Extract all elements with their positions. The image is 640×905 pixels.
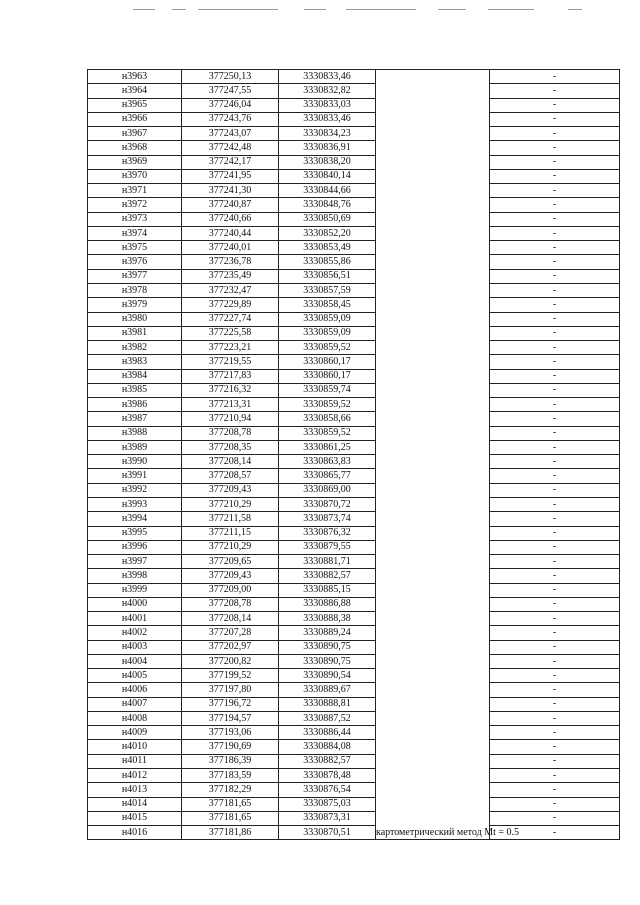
- x-coordinate-cell: 377211,58: [182, 512, 279, 526]
- accuracy-cell: -: [490, 483, 620, 497]
- point-id-cell: н3996: [88, 540, 182, 554]
- y-coordinate-cell: 3330879,55: [279, 540, 376, 554]
- accuracy-cell: -: [490, 184, 620, 198]
- point-id-cell: н3989: [88, 440, 182, 454]
- y-coordinate-cell: 3330875,03: [279, 797, 376, 811]
- x-coordinate-cell: 377240,01: [182, 241, 279, 255]
- accuracy-cell: -: [490, 127, 620, 141]
- accuracy-cell: -: [490, 141, 620, 155]
- x-coordinate-cell: 377208,14: [182, 612, 279, 626]
- y-coordinate-cell: 3330836,91: [279, 141, 376, 155]
- table-row: [88, 283, 620, 297]
- y-coordinate-cell: 3330886,44: [279, 726, 376, 740]
- accuracy-cell: -: [490, 198, 620, 212]
- y-coordinate-cell: 3330887,52: [279, 711, 376, 725]
- x-coordinate-cell: 377207,28: [182, 626, 279, 640]
- x-coordinate-cell: 377243,76: [182, 112, 279, 126]
- accuracy-cell: -: [490, 241, 620, 255]
- y-coordinate-cell: 3330853,49: [279, 241, 376, 255]
- point-id-cell: н3969: [88, 155, 182, 169]
- y-coordinate-cell: 3330857,59: [279, 283, 376, 297]
- point-id-cell: н4004: [88, 654, 182, 668]
- x-coordinate-cell: 377208,78: [182, 597, 279, 611]
- x-coordinate-cell: 377232,47: [182, 283, 279, 297]
- point-id-cell: н3971: [88, 184, 182, 198]
- table-row: [88, 383, 620, 397]
- point-id-cell: н3979: [88, 298, 182, 312]
- accuracy-cell: -: [490, 555, 620, 569]
- accuracy-cell: -: [490, 412, 620, 426]
- point-id-cell: н4010: [88, 740, 182, 754]
- x-coordinate-cell: 377209,43: [182, 483, 279, 497]
- table-row: [88, 255, 620, 269]
- x-coordinate-cell: 377181,65: [182, 797, 279, 811]
- table-row: [88, 711, 620, 725]
- point-id-cell: н3998: [88, 569, 182, 583]
- point-id-cell: н3973: [88, 212, 182, 226]
- table-row: [88, 483, 620, 497]
- table-row: [88, 540, 620, 554]
- point-id-cell: н3991: [88, 469, 182, 483]
- y-coordinate-cell: 3330890,75: [279, 654, 376, 668]
- x-coordinate-cell: 377241,30: [182, 184, 279, 198]
- table-row: [88, 455, 620, 469]
- table-row: [88, 341, 620, 355]
- table-row: [88, 127, 620, 141]
- x-coordinate-cell: 377194,57: [182, 711, 279, 725]
- x-coordinate-cell: 377196,72: [182, 697, 279, 711]
- accuracy-cell: -: [490, 654, 620, 668]
- y-coordinate-cell: 3330859,09: [279, 312, 376, 326]
- table-row: [88, 826, 620, 840]
- x-coordinate-cell: 377211,15: [182, 526, 279, 540]
- y-coordinate-cell: 3330859,52: [279, 398, 376, 412]
- x-coordinate-cell: 377241,95: [182, 169, 279, 183]
- table-row: [88, 526, 620, 540]
- y-coordinate-cell: 3330882,57: [279, 754, 376, 768]
- x-coordinate-cell: 377181,65: [182, 811, 279, 825]
- point-id-cell: н3975: [88, 241, 182, 255]
- point-id-cell: н4003: [88, 640, 182, 654]
- point-id-cell: н4013: [88, 783, 182, 797]
- y-coordinate-cell: 3330888,38: [279, 612, 376, 626]
- accuracy-cell: -: [490, 726, 620, 740]
- x-coordinate-cell: 377242,17: [182, 155, 279, 169]
- table-row: [88, 226, 620, 240]
- accuracy-cell: -: [490, 226, 620, 240]
- y-coordinate-cell: 3330859,52: [279, 341, 376, 355]
- point-id-cell: н3986: [88, 398, 182, 412]
- point-id-cell: н3964: [88, 84, 182, 98]
- accuracy-cell: -: [490, 740, 620, 754]
- point-id-cell: н3967: [88, 127, 182, 141]
- x-coordinate-cell: 377225,58: [182, 326, 279, 340]
- y-coordinate-cell: 3330860,17: [279, 355, 376, 369]
- accuracy-cell: -: [490, 583, 620, 597]
- method-cell: картометрический метод Mt = 0.5: [376, 70, 490, 840]
- y-coordinate-cell: 3330859,52: [279, 426, 376, 440]
- x-coordinate-cell: 377209,43: [182, 569, 279, 583]
- table-row: [88, 597, 620, 611]
- accuracy-cell: -: [490, 783, 620, 797]
- table-row: [88, 84, 620, 98]
- y-coordinate-cell: 3330861,25: [279, 440, 376, 454]
- table-row: [88, 726, 620, 740]
- table-row: [88, 212, 620, 226]
- point-id-cell: н3994: [88, 512, 182, 526]
- x-coordinate-cell: 377235,49: [182, 269, 279, 283]
- x-coordinate-cell: 377213,31: [182, 398, 279, 412]
- accuracy-cell: -: [490, 797, 620, 811]
- y-coordinate-cell: 3330876,32: [279, 526, 376, 540]
- accuracy-cell: -: [490, 84, 620, 98]
- table-row: [88, 70, 620, 84]
- x-coordinate-cell: 377182,29: [182, 783, 279, 797]
- table-row: [88, 198, 620, 212]
- table-row: [88, 412, 620, 426]
- y-coordinate-cell: 3330881,71: [279, 555, 376, 569]
- accuracy-cell: -: [490, 569, 620, 583]
- table-row: [88, 697, 620, 711]
- accuracy-cell: -: [490, 597, 620, 611]
- point-id-cell: н3990: [88, 455, 182, 469]
- y-coordinate-cell: 3330888,81: [279, 697, 376, 711]
- x-coordinate-cell: 377236,78: [182, 255, 279, 269]
- accuracy-cell: -: [490, 683, 620, 697]
- y-coordinate-cell: 3330832,82: [279, 84, 376, 98]
- y-coordinate-cell: 3330848,76: [279, 198, 376, 212]
- accuracy-cell: -: [490, 341, 620, 355]
- y-coordinate-cell: 3330876,54: [279, 783, 376, 797]
- accuracy-cell: -: [490, 155, 620, 169]
- coordinates-table-body: [88, 70, 620, 840]
- y-coordinate-cell: 3330870,72: [279, 497, 376, 511]
- table-row: [88, 469, 620, 483]
- point-id-cell: н3965: [88, 98, 182, 112]
- point-id-cell: н4006: [88, 683, 182, 697]
- x-coordinate-cell: 377229,89: [182, 298, 279, 312]
- x-coordinate-cell: 377247,55: [182, 84, 279, 98]
- accuracy-cell: -: [490, 355, 620, 369]
- table-row: [88, 241, 620, 255]
- accuracy-cell: -: [490, 669, 620, 683]
- x-coordinate-cell: 377240,44: [182, 226, 279, 240]
- accuracy-cell: -: [490, 269, 620, 283]
- table-row: [88, 326, 620, 340]
- x-coordinate-cell: 377181,86: [182, 826, 279, 840]
- x-coordinate-cell: 377246,04: [182, 98, 279, 112]
- point-id-cell: н4015: [88, 811, 182, 825]
- table-row: [88, 754, 620, 768]
- y-coordinate-cell: 3330838,20: [279, 155, 376, 169]
- point-id-cell: н3963: [88, 70, 182, 84]
- y-coordinate-cell: 3330852,20: [279, 226, 376, 240]
- y-coordinate-cell: 3330834,23: [279, 127, 376, 141]
- x-coordinate-cell: 377208,78: [182, 426, 279, 440]
- x-coordinate-cell: 377208,57: [182, 469, 279, 483]
- accuracy-cell: -: [490, 169, 620, 183]
- table-row: [88, 569, 620, 583]
- coordinates-table: [87, 69, 620, 840]
- point-id-cell: н4005: [88, 669, 182, 683]
- accuracy-cell: -: [490, 383, 620, 397]
- point-id-cell: н4008: [88, 711, 182, 725]
- y-coordinate-cell: 3330833,03: [279, 98, 376, 112]
- x-coordinate-cell: 377227,74: [182, 312, 279, 326]
- accuracy-cell: -: [490, 697, 620, 711]
- table-row: [88, 555, 620, 569]
- table-row: [88, 398, 620, 412]
- x-coordinate-cell: 377242,48: [182, 141, 279, 155]
- y-coordinate-cell: 3330863,83: [279, 455, 376, 469]
- x-coordinate-cell: 377223,21: [182, 341, 279, 355]
- x-coordinate-cell: 377197,80: [182, 683, 279, 697]
- accuracy-cell: -: [490, 711, 620, 725]
- x-coordinate-cell: 377200,82: [182, 654, 279, 668]
- y-coordinate-cell: 3330890,75: [279, 640, 376, 654]
- x-coordinate-cell: 377210,29: [182, 497, 279, 511]
- x-coordinate-cell: 377250,13: [182, 70, 279, 84]
- point-id-cell: н3992: [88, 483, 182, 497]
- y-coordinate-cell: 3330878,48: [279, 769, 376, 783]
- table-row: [88, 355, 620, 369]
- table-row: [88, 112, 620, 126]
- point-id-cell: н3997: [88, 555, 182, 569]
- point-id-cell: н3970: [88, 169, 182, 183]
- x-coordinate-cell: 377219,55: [182, 355, 279, 369]
- x-coordinate-cell: 377183,59: [182, 769, 279, 783]
- table-row: [88, 740, 620, 754]
- accuracy-cell: -: [490, 826, 620, 840]
- table-row: [88, 169, 620, 183]
- table-row: [88, 98, 620, 112]
- y-coordinate-cell: 3330882,57: [279, 569, 376, 583]
- accuracy-cell: -: [490, 112, 620, 126]
- x-coordinate-cell: 377209,65: [182, 555, 279, 569]
- table-row: [88, 640, 620, 654]
- table-row: [88, 626, 620, 640]
- table-row: [88, 369, 620, 383]
- point-id-cell: н4001: [88, 612, 182, 626]
- table-row: [88, 769, 620, 783]
- point-id-cell: н4000: [88, 597, 182, 611]
- table-row: [88, 141, 620, 155]
- accuracy-cell: -: [490, 312, 620, 326]
- point-id-cell: н3966: [88, 112, 182, 126]
- x-coordinate-cell: 377216,32: [182, 383, 279, 397]
- accuracy-cell: -: [490, 70, 620, 84]
- point-id-cell: н3977: [88, 269, 182, 283]
- point-id-cell: н3993: [88, 497, 182, 511]
- table-row: [88, 654, 620, 668]
- table-row: [88, 783, 620, 797]
- table-row: [88, 683, 620, 697]
- accuracy-cell: -: [490, 769, 620, 783]
- point-id-cell: н3976: [88, 255, 182, 269]
- accuracy-cell: -: [490, 298, 620, 312]
- point-id-cell: н3983: [88, 355, 182, 369]
- y-coordinate-cell: 3330850,69: [279, 212, 376, 226]
- point-id-cell: н3985: [88, 383, 182, 397]
- table-row: [88, 440, 620, 454]
- x-coordinate-cell: 377210,29: [182, 540, 279, 554]
- accuracy-cell: -: [490, 398, 620, 412]
- y-coordinate-cell: 3330890,54: [279, 669, 376, 683]
- point-id-cell: н4002: [88, 626, 182, 640]
- y-coordinate-cell: 3330889,24: [279, 626, 376, 640]
- table-row: [88, 669, 620, 683]
- y-coordinate-cell: 3330885,15: [279, 583, 376, 597]
- y-coordinate-cell: 3330833,46: [279, 70, 376, 84]
- point-id-cell: н3988: [88, 426, 182, 440]
- accuracy-cell: -: [490, 283, 620, 297]
- x-coordinate-cell: 377210,94: [182, 412, 279, 426]
- table-row: [88, 811, 620, 825]
- accuracy-cell: -: [490, 626, 620, 640]
- accuracy-cell: -: [490, 369, 620, 383]
- accuracy-cell: -: [490, 512, 620, 526]
- accuracy-cell: -: [490, 811, 620, 825]
- x-coordinate-cell: 377190,69: [182, 740, 279, 754]
- accuracy-cell: -: [490, 212, 620, 226]
- point-id-cell: н3968: [88, 141, 182, 155]
- scan-edge-artifact: [0, 0, 640, 14]
- y-coordinate-cell: 3330869,00: [279, 483, 376, 497]
- point-id-cell: н3978: [88, 283, 182, 297]
- table-row: [88, 497, 620, 511]
- x-coordinate-cell: 377208,14: [182, 455, 279, 469]
- accuracy-cell: -: [490, 426, 620, 440]
- x-coordinate-cell: 377240,87: [182, 198, 279, 212]
- x-coordinate-cell: 377240,66: [182, 212, 279, 226]
- x-coordinate-cell: 377209,00: [182, 583, 279, 597]
- y-coordinate-cell: 3330858,66: [279, 412, 376, 426]
- accuracy-cell: -: [490, 469, 620, 483]
- accuracy-cell: -: [490, 255, 620, 269]
- point-id-cell: н3995: [88, 526, 182, 540]
- accuracy-cell: -: [490, 440, 620, 454]
- point-id-cell: н4014: [88, 797, 182, 811]
- y-coordinate-cell: 3330889,67: [279, 683, 376, 697]
- accuracy-cell: -: [490, 526, 620, 540]
- x-coordinate-cell: 377243,07: [182, 127, 279, 141]
- x-coordinate-cell: 377202,97: [182, 640, 279, 654]
- accuracy-cell: -: [490, 98, 620, 112]
- y-coordinate-cell: 3330859,09: [279, 326, 376, 340]
- accuracy-cell: -: [490, 612, 620, 626]
- y-coordinate-cell: 3330844,66: [279, 184, 376, 198]
- point-id-cell: н4007: [88, 697, 182, 711]
- y-coordinate-cell: 3330865,77: [279, 469, 376, 483]
- y-coordinate-cell: 3330858,45: [279, 298, 376, 312]
- accuracy-cell: -: [490, 455, 620, 469]
- table-row: [88, 426, 620, 440]
- table-row: [88, 269, 620, 283]
- point-id-cell: н3981: [88, 326, 182, 340]
- table-row: [88, 298, 620, 312]
- point-id-cell: н3972: [88, 198, 182, 212]
- y-coordinate-cell: 3330873,74: [279, 512, 376, 526]
- point-id-cell: н3982: [88, 341, 182, 355]
- point-id-cell: н3984: [88, 369, 182, 383]
- table-row: [88, 612, 620, 626]
- point-id-cell: н4012: [88, 769, 182, 783]
- y-coordinate-cell: 3330855,86: [279, 255, 376, 269]
- table-row: [88, 312, 620, 326]
- y-coordinate-cell: 3330886,88: [279, 597, 376, 611]
- y-coordinate-cell: 3330833,46: [279, 112, 376, 126]
- x-coordinate-cell: 377217,83: [182, 369, 279, 383]
- point-id-cell: н4011: [88, 754, 182, 768]
- table-row: [88, 797, 620, 811]
- x-coordinate-cell: 377199,52: [182, 669, 279, 683]
- table-row: [88, 155, 620, 169]
- table-row: [88, 512, 620, 526]
- y-coordinate-cell: 3330840,14: [279, 169, 376, 183]
- y-coordinate-cell: 3330884,08: [279, 740, 376, 754]
- table-row: [88, 184, 620, 198]
- accuracy-cell: -: [490, 754, 620, 768]
- x-coordinate-cell: 377186,39: [182, 754, 279, 768]
- y-coordinate-cell: 3330873,31: [279, 811, 376, 825]
- point-id-cell: н3980: [88, 312, 182, 326]
- point-id-cell: н4009: [88, 726, 182, 740]
- point-id-cell: н3974: [88, 226, 182, 240]
- accuracy-cell: -: [490, 497, 620, 511]
- x-coordinate-cell: 377208,35: [182, 440, 279, 454]
- accuracy-cell: -: [490, 326, 620, 340]
- point-id-cell: н4016: [88, 826, 182, 840]
- accuracy-cell: -: [490, 540, 620, 554]
- x-coordinate-cell: 377193,06: [182, 726, 279, 740]
- y-coordinate-cell: 3330860,17: [279, 369, 376, 383]
- y-coordinate-cell: 3330870,51: [279, 826, 376, 840]
- y-coordinate-cell: 3330859,74: [279, 383, 376, 397]
- accuracy-cell: -: [490, 640, 620, 654]
- y-coordinate-cell: 3330856,51: [279, 269, 376, 283]
- point-id-cell: н3999: [88, 583, 182, 597]
- point-id-cell: н3987: [88, 412, 182, 426]
- table-row: [88, 583, 620, 597]
